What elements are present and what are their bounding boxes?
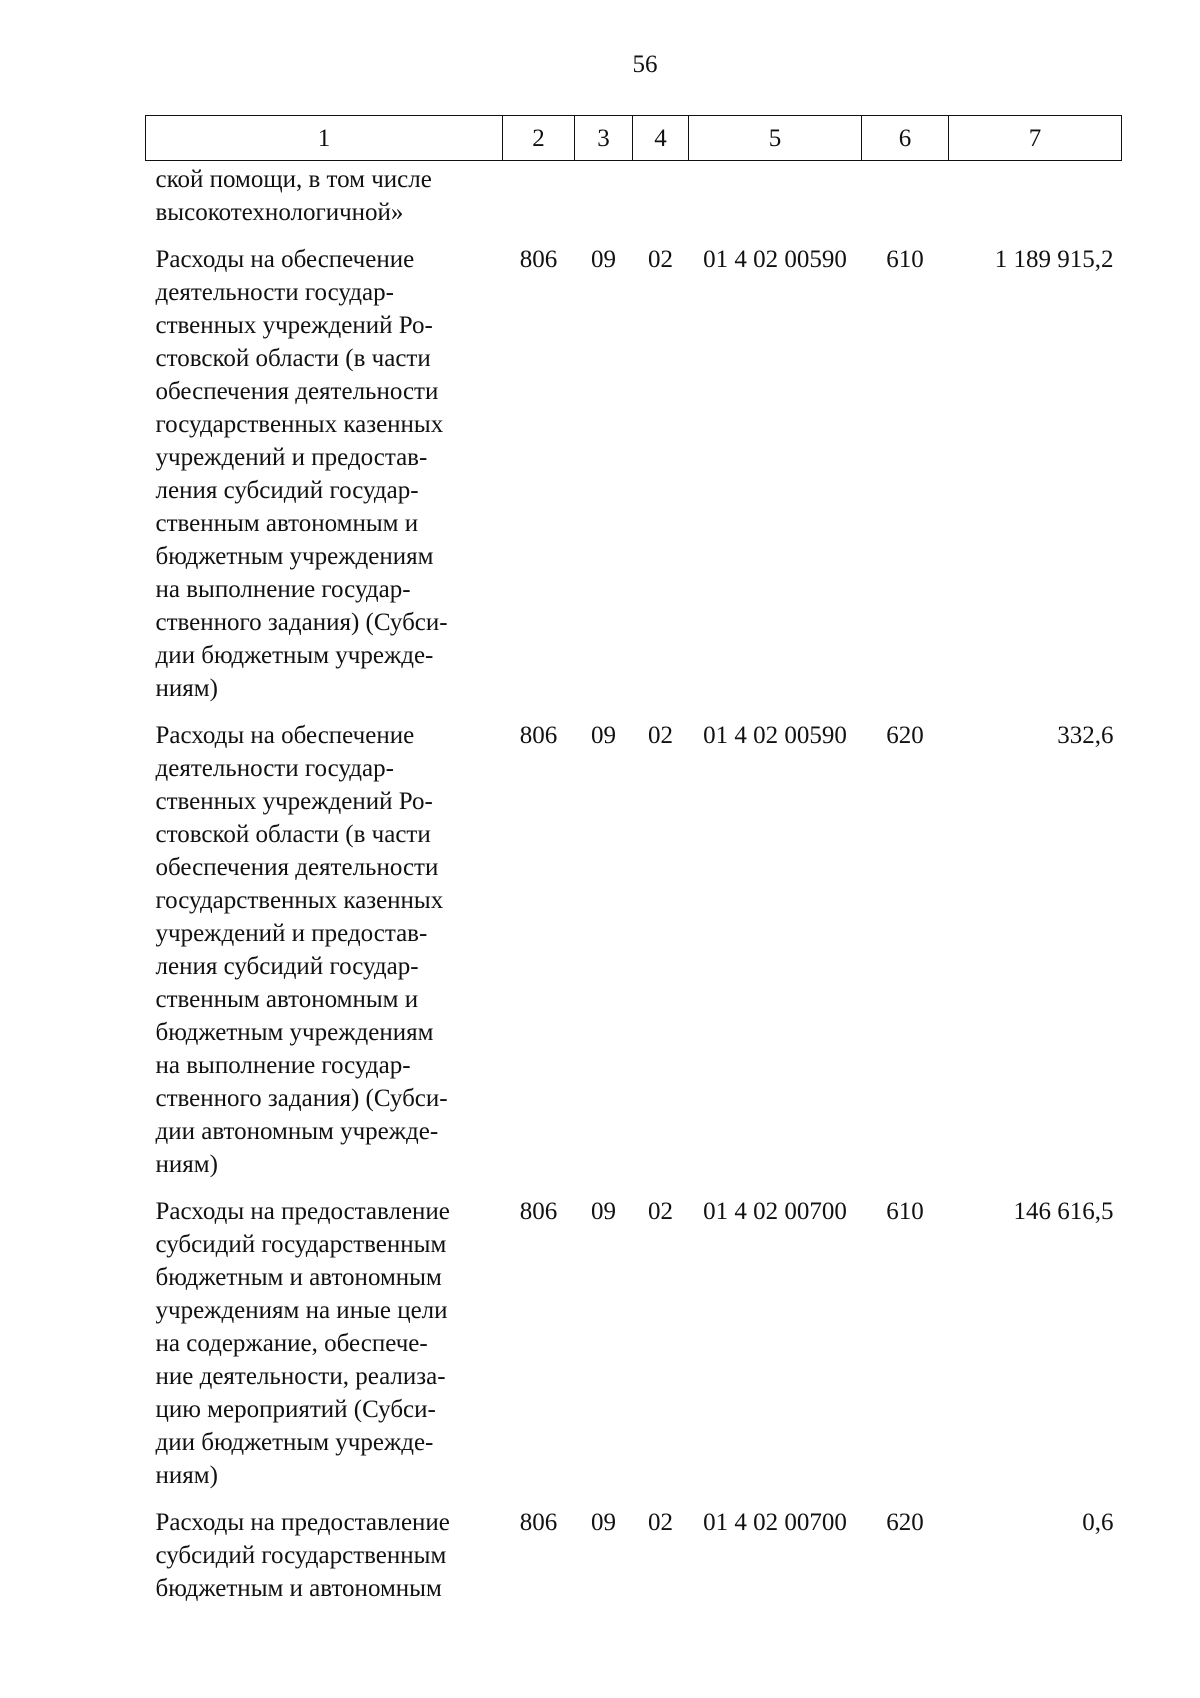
description-line: бюджетным учреждениям: [155, 1019, 434, 1046]
cell-ministry-code: 806: [519, 1198, 558, 1225]
description-line: бюджетным учреждениям: [155, 543, 434, 570]
cell-ministry-code: 806: [519, 1509, 558, 1536]
header-col-2: 2: [503, 116, 575, 161]
cell-amount: 1 189 915,2: [994, 246, 1114, 273]
table-row: [146, 161, 1122, 230]
cell-ministry-code: 806: [519, 246, 558, 273]
description-line: учреждений и предостав-: [155, 920, 428, 947]
description-line: ления субсидий государ-: [155, 953, 419, 980]
description-line: ственным автономным и: [155, 510, 419, 537]
description-line: стовской области (в части: [155, 821, 431, 848]
description-line: государственных казенных: [155, 887, 444, 914]
cell-subsection: 02: [648, 1509, 673, 1536]
cell-target-article: 01 4 02 00700: [703, 1198, 847, 1225]
description-line: субсидий государственным: [155, 1542, 447, 1569]
description-line: ственного задания) (Субси-: [155, 609, 448, 636]
cell-section: 09: [591, 1509, 616, 1536]
description-line: учреждениям на иные цели: [155, 1297, 448, 1324]
description-line: Расходы на обеспечение: [155, 246, 415, 273]
description-line: ления субсидий государ-: [155, 477, 419, 504]
description-line: деятельности государ-: [155, 755, 394, 782]
description-line: стовской области (в части: [155, 345, 431, 372]
cell-target-article: 01 4 02 00700: [703, 1509, 847, 1536]
table-row: [146, 1492, 1122, 1605]
cell-amount: 146 616,5: [1013, 1198, 1114, 1225]
description-line: ственным автономным и: [155, 986, 419, 1013]
description-line: ние деятельности, реализа-: [155, 1363, 446, 1390]
header-col-3: 3: [575, 116, 633, 161]
table-header: [146, 116, 1122, 161]
cell-expense-type: 620: [886, 722, 924, 749]
description-line: высокотехнологичной»: [155, 199, 404, 226]
description-line: деятельности государ-: [155, 279, 394, 306]
row-description: [146, 705, 503, 1181]
cell-subsection: [633, 161, 689, 230]
cell-section: [575, 161, 633, 230]
budget-table: [145, 115, 1122, 1605]
cell-ministry-code: [503, 161, 575, 230]
description-line: на выполнение государ-: [155, 576, 411, 603]
table-row: [146, 229, 1122, 705]
description-line: ственных учреждений Ро-: [155, 312, 433, 339]
description-line: ниям): [155, 675, 218, 702]
cell-ministry-code: 806: [519, 722, 558, 749]
description-line: государственных казенных: [155, 411, 444, 438]
cell-section: 09: [591, 1198, 616, 1225]
cell-target-article: 01 4 02 00590: [703, 246, 847, 273]
cell-amount: [949, 161, 1122, 230]
row-description: [146, 1181, 503, 1492]
header-col-5: 5: [689, 116, 862, 161]
description-line: на содержание, обеспече-: [155, 1330, 428, 1357]
description-line: дии бюджетным учрежде-: [155, 642, 434, 669]
table-row: [146, 1181, 1122, 1492]
description-line: обеспечения деятельности: [155, 854, 439, 881]
cell-expense-type: 610: [886, 246, 924, 273]
description-line: бюджетным и автономным: [155, 1264, 442, 1291]
row-description: [146, 1492, 503, 1605]
description-line: дии бюджетным учрежде-: [155, 1429, 434, 1456]
description-line: на выполнение государ-: [155, 1052, 411, 1079]
description-line: бюджетным и автономным: [155, 1575, 442, 1602]
page-number: 56: [632, 51, 658, 78]
cell-expense-type: 610: [886, 1198, 924, 1225]
description-line: ской помощи, в том числе: [155, 166, 432, 193]
header-col-1: 1: [146, 116, 503, 161]
header-row: [146, 116, 1122, 161]
description-line: обеспечения деятельности: [155, 378, 439, 405]
cell-subsection: 02: [648, 1198, 673, 1225]
description-line: Расходы на предоставление: [155, 1198, 450, 1225]
cell-expense-type: 620: [886, 1509, 924, 1536]
cell-amount: 0,6: [1082, 1509, 1114, 1536]
row-description: [146, 229, 503, 705]
description-line: Расходы на предоставление: [155, 1509, 450, 1536]
description-line: учреждений и предостав-: [155, 444, 428, 471]
cell-section: 09: [591, 246, 616, 273]
description-line: ственных учреждений Ро-: [155, 788, 433, 815]
table-row: [146, 705, 1122, 1181]
header-col-4: 4: [633, 116, 689, 161]
description-line: ниям): [155, 1462, 218, 1489]
cell-target-article: 01 4 02 00590: [703, 722, 847, 749]
table-body: [146, 161, 1122, 1606]
header-col-6: 6: [862, 116, 949, 161]
cell-target-article: [689, 161, 862, 230]
cell-expense-type: [862, 161, 949, 230]
cell-section: 09: [591, 722, 616, 749]
cell-subsection: 02: [648, 246, 673, 273]
cell-subsection: 02: [648, 722, 673, 749]
description-line: ниям): [155, 1151, 218, 1178]
description-line: цию мероприятий (Субси-: [155, 1396, 436, 1423]
description-line: субсидий государственным: [155, 1231, 447, 1258]
row-description: [146, 161, 503, 230]
description-line: Расходы на обеспечение: [155, 722, 415, 749]
description-line: дии автономным учрежде-: [155, 1118, 439, 1145]
description-line: ственного задания) (Субси-: [155, 1085, 448, 1112]
header-col-7: 7: [949, 116, 1122, 161]
cell-amount: 332,6: [1057, 722, 1114, 749]
